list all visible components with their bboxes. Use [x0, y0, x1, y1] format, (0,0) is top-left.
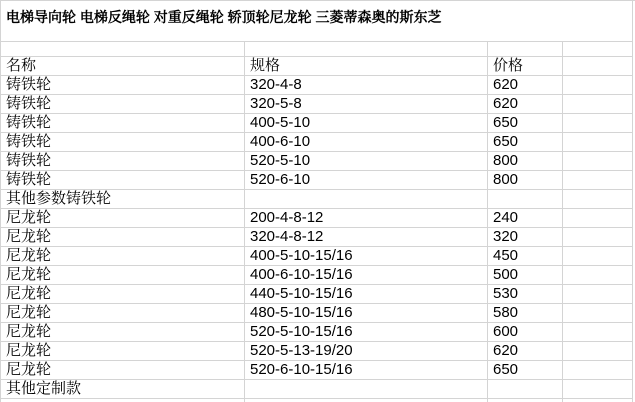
empty-cell[interactable]	[563, 190, 633, 209]
cell-price[interactable]: 320	[488, 228, 563, 247]
cell-name[interactable]: 铸铁轮	[1, 171, 245, 190]
cell-spec[interactable]: 520-5-10-15/16	[245, 323, 488, 342]
cell-name[interactable]: 其他参数铸铁轮	[1, 190, 245, 209]
table-row	[1, 380, 633, 399]
empty-cell[interactable]	[563, 247, 633, 266]
empty-cell[interactable]	[563, 95, 633, 114]
cell-spec[interactable]: 200-4-8-12	[245, 209, 488, 228]
table-row	[1, 285, 633, 304]
table-row	[1, 152, 633, 171]
cell-spec[interactable]: 320-4-8	[245, 76, 488, 95]
cell-spec[interactable]: 480-5-10-15/16	[245, 304, 488, 323]
cell-price[interactable]	[488, 190, 563, 209]
cell-spec[interactable]: 400-6-10-15/16	[245, 266, 488, 285]
cell-name[interactable]: 尼龙轮	[1, 285, 245, 304]
cell-spec[interactable]: 520-6-10	[245, 171, 488, 190]
cell-spec[interactable]: 440-5-10-15/16	[245, 285, 488, 304]
cell-price[interactable]: 600	[488, 323, 563, 342]
table-row	[1, 114, 633, 133]
empty-cell[interactable]	[563, 304, 633, 323]
empty-cell[interactable]	[563, 342, 633, 361]
cell-price[interactable]: 620	[488, 342, 563, 361]
cell-price[interactable]: 800	[488, 171, 563, 190]
cell-name[interactable]: 尼龙轮	[1, 323, 245, 342]
cell-name[interactable]: 尼龙轮	[1, 304, 245, 323]
empty-cell[interactable]	[563, 133, 633, 152]
empty-cell[interactable]	[563, 266, 633, 285]
cell-price[interactable]: 800	[488, 152, 563, 171]
cell-spec[interactable]: 400-6-10	[245, 133, 488, 152]
cell-name[interactable]: 尼龙轮	[1, 247, 245, 266]
cell-price[interactable]: 620	[488, 76, 563, 95]
cell-name[interactable]: 铸铁轮	[1, 152, 245, 171]
cell-price[interactable]: 580	[488, 304, 563, 323]
cell-name[interactable]: 尼龙轮	[1, 209, 245, 228]
header-cell-name[interactable]: 名称	[1, 57, 245, 76]
table-row	[1, 95, 633, 114]
empty-cell[interactable]	[1, 42, 245, 57]
table-body	[1, 76, 635, 399]
table-row	[1, 76, 633, 95]
cell-spec[interactable]: 400-5-10	[245, 114, 488, 133]
cell-name[interactable]: 尼龙轮	[1, 228, 245, 247]
cell-price[interactable]: 500	[488, 266, 563, 285]
cell-price[interactable]: 450	[488, 247, 563, 266]
table-row	[1, 323, 633, 342]
title-row	[1, 1, 633, 42]
empty-cell[interactable]	[488, 42, 563, 57]
cell-price[interactable]	[488, 380, 563, 399]
cell-spec[interactable]	[245, 380, 488, 399]
table-row	[1, 171, 633, 190]
cell-name[interactable]: 其他定制款	[1, 380, 245, 399]
table-row	[1, 133, 633, 152]
cell-spec[interactable]: 520-5-10	[245, 152, 488, 171]
cell-name[interactable]: 铸铁轮	[1, 114, 245, 133]
cell-spec[interactable]: 320-5-8	[245, 95, 488, 114]
empty-cell[interactable]	[563, 361, 633, 380]
cell-name[interactable]: 铸铁轮	[1, 95, 245, 114]
empty-cell[interactable]	[563, 228, 633, 247]
empty-cell[interactable]	[563, 171, 633, 190]
cell-price[interactable]: 650	[488, 114, 563, 133]
table-row	[1, 190, 633, 209]
empty-cell[interactable]	[563, 57, 633, 76]
cell-price[interactable]: 530	[488, 285, 563, 304]
cell-name[interactable]: 尼龙轮	[1, 361, 245, 380]
table-row	[1, 342, 633, 361]
table-row	[1, 304, 633, 323]
cell-price[interactable]: 240	[488, 209, 563, 228]
table-row	[1, 228, 633, 247]
empty-cell[interactable]	[563, 380, 633, 399]
cell-name[interactable]: 尼龙轮	[1, 342, 245, 361]
table-row	[1, 361, 633, 380]
empty-cell[interactable]	[563, 285, 633, 304]
table-row	[1, 209, 633, 228]
empty-cell[interactable]	[563, 76, 633, 95]
table-row	[1, 247, 633, 266]
header-cell-spec[interactable]: 规格	[245, 57, 488, 76]
empty-row	[1, 42, 633, 57]
header-row	[1, 57, 633, 76]
empty-cell[interactable]	[563, 152, 633, 171]
cell-price[interactable]: 650	[488, 361, 563, 380]
empty-cell[interactable]	[563, 114, 633, 133]
empty-cell[interactable]	[563, 209, 633, 228]
empty-cell[interactable]	[563, 42, 633, 57]
cell-name[interactable]: 铸铁轮	[1, 76, 245, 95]
cell-price[interactable]: 620	[488, 95, 563, 114]
cell-spec[interactable]	[245, 190, 488, 209]
table-row	[1, 266, 633, 285]
cell-spec[interactable]: 520-6-10-15/16	[245, 361, 488, 380]
empty-cell[interactable]	[245, 42, 488, 57]
cell-name[interactable]: 铸铁轮	[1, 133, 245, 152]
sheet-title-cell[interactable]: 电梯导向轮 电梯反绳轮 对重反绳轮 轿顶轮尼龙轮 三菱蒂森奥的斯东芝	[1, 1, 633, 42]
empty-cell[interactable]	[563, 323, 633, 342]
cell-price[interactable]: 650	[488, 133, 563, 152]
cell-spec[interactable]: 400-5-10-15/16	[245, 247, 488, 266]
cell-spec[interactable]: 320-4-8-12	[245, 228, 488, 247]
cell-spec[interactable]: 520-5-13-19/20	[245, 342, 488, 361]
cell-name[interactable]: 尼龙轮	[1, 266, 245, 285]
header-cell-price[interactable]: 价格	[488, 57, 563, 76]
